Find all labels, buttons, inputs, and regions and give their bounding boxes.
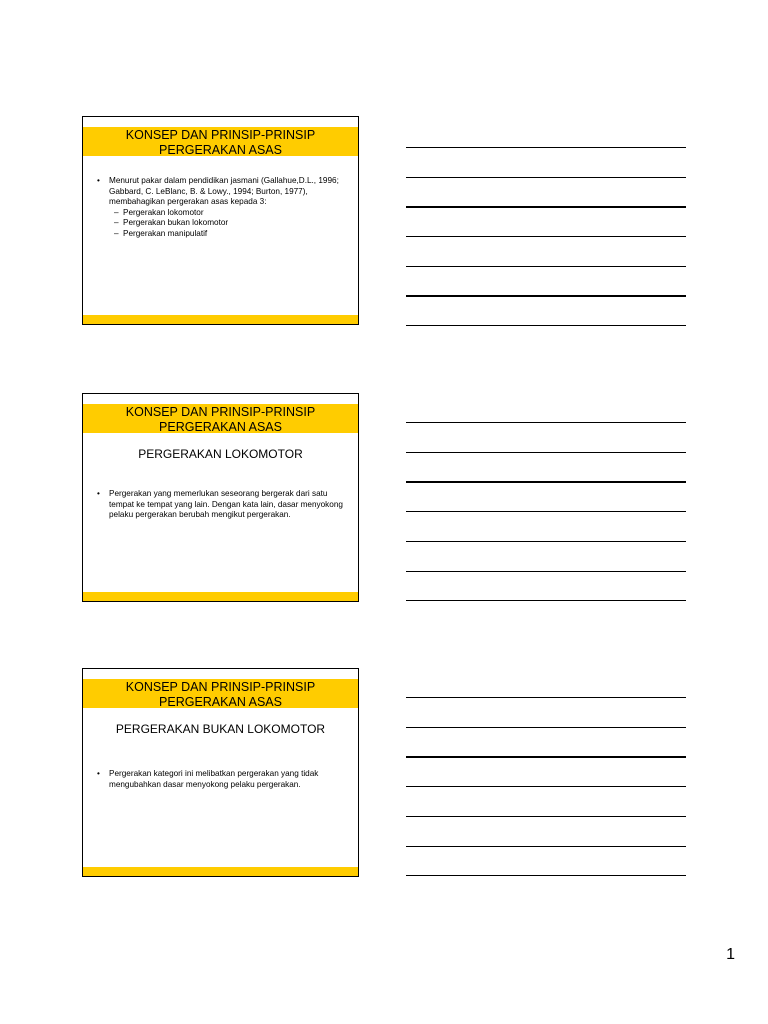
note-line: [406, 422, 686, 423]
sub-item: [97, 218, 344, 229]
note-line: [406, 266, 686, 267]
dash-icon: –: [114, 228, 119, 238]
note-line: [406, 875, 686, 876]
slide-subtitle: PERGERAKAN BUKAN LOKOMOTOR: [115, 722, 326, 736]
slide-body: [97, 489, 344, 521]
slide-footer-bar: [83, 867, 358, 876]
sub-item-text: Pergerakan lokomotor: [123, 207, 204, 217]
note-line: [406, 600, 686, 601]
sub-item-text: Pergerakan bukan lokomotor: [123, 218, 229, 227]
note-line: [406, 206, 686, 208]
slide-title: KONSEP DAN PRINSIP-PRINSIP PERGERAKAN ASAS: [83, 127, 358, 156]
note-line: [406, 786, 686, 787]
slide-1: [82, 116, 359, 325]
slide-body: [97, 769, 344, 790]
bullet-item: [97, 769, 344, 790]
slide-3: [82, 668, 359, 877]
bullet-text: Pergerakan kategori ini melibatkan pergerakan yang tidak mengubahkan dasar menyokong pelaku pergerakan.: [109, 769, 319, 789]
bullet-icon: •: [97, 489, 100, 498]
slide-subtitle: PERGERAKAN LOKOMOTOR: [138, 447, 303, 461]
note-line: [406, 846, 686, 847]
note-line: [406, 295, 686, 297]
bullet-text: Menurut pakar dalam pendidikan jasmani (Gallahue,D.L., 1996; Gabbard, C. LeBlanc, B. & Lowy., 1994; Burton, 1977), membahagikan pergerakan asas kepada 3:: [109, 176, 339, 206]
note-line: [406, 147, 686, 148]
note-line: [406, 452, 686, 453]
note-line: [406, 481, 686, 483]
slide-footer-bar: [83, 315, 358, 324]
bullet-icon: •: [97, 176, 100, 185]
slide-title: KONSEP DAN PRINSIP-PRINSIP PERGERAKAN ASAS: [83, 404, 358, 433]
slide-title: KONSEP DAN PRINSIP-PRINSIP PERGERAKAN ASAS: [83, 679, 358, 708]
note-line: [406, 571, 686, 572]
note-line: [406, 697, 686, 698]
bullet-icon: •: [97, 769, 100, 778]
sub-item-text: Pergerakan manipulatif: [123, 228, 208, 238]
bullet-item: [97, 176, 344, 208]
dash-icon: –: [114, 207, 119, 217]
slide-2: [82, 393, 359, 602]
note-line: [406, 177, 686, 178]
bullet-item: [97, 489, 344, 521]
note-line: [406, 511, 686, 512]
sub-item: [97, 208, 344, 219]
note-line: [406, 325, 686, 326]
bullet-text: Pergerakan yang memerlukan seseorang bergerak dari satu tempat ke tempat yang lain. Dengan kata lain, dasar menyokong pelaku pergerakan berubah mengikut pergerakan.: [109, 489, 343, 519]
page-number: 1: [726, 946, 735, 963]
note-line: [406, 236, 686, 237]
note-line: [406, 756, 686, 758]
note-line: [406, 727, 686, 728]
slide-body: [97, 176, 344, 239]
note-line: [406, 541, 686, 542]
slide-footer-bar: [83, 592, 358, 601]
dash-icon: –: [114, 218, 119, 227]
sub-item: [97, 229, 344, 240]
note-line: [406, 816, 686, 817]
